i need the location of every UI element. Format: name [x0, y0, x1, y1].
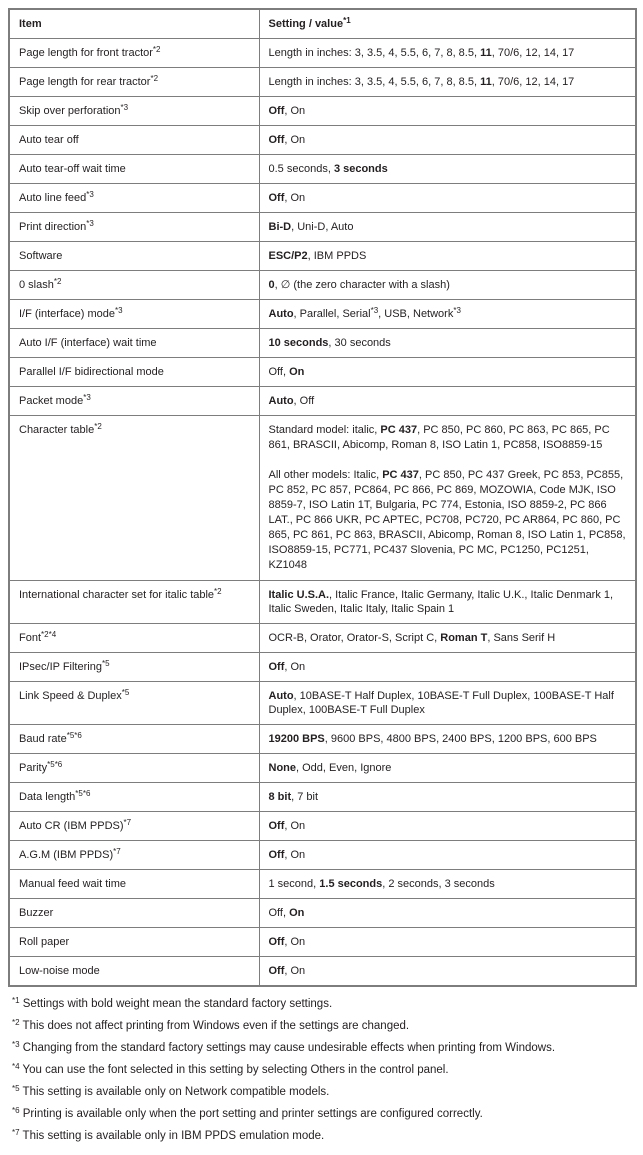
- factory-default-value: None: [268, 762, 296, 774]
- value-cell: None, Odd, Even, Ignore: [259, 754, 636, 783]
- table-row: [9, 754, 636, 783]
- table-row: [9, 783, 636, 812]
- superscript-note-ref: *2: [53, 277, 62, 286]
- value-cell: Auto, Off: [259, 387, 636, 416]
- item-cell: Baud rate$^{*5*6}$: [9, 725, 259, 754]
- table-row: [9, 870, 636, 899]
- item-cell: Auto tear off: [9, 126, 259, 155]
- superscript-note-ref: *6: [12, 1106, 20, 1115]
- superscript-note-ref: *6: [54, 760, 63, 769]
- superscript-note-ref: *2: [12, 1018, 20, 1027]
- item-cell: Auto I/F (interface) wait time: [9, 329, 259, 358]
- factory-default-value: Off: [268, 661, 285, 673]
- factory-default-value: 1.5 seconds: [319, 878, 383, 890]
- header-row: [9, 9, 636, 39]
- factory-default-value: Off: [268, 849, 285, 861]
- value-cell: ESC/P2, IBM PPDS: [259, 242, 636, 271]
- item-cell: Character table$^{*2}$: [9, 416, 259, 581]
- table-row: [9, 928, 636, 957]
- superscript-note-ref: *1: [343, 16, 351, 25]
- factory-default-value: PC 437: [380, 424, 418, 436]
- value-cell: Italic U.S.A., Italic France, Italic Germany, Italic U.K., Italic Denmark 1, Italic Sweden, Italic Italy, Italic Spain 1: [259, 581, 636, 624]
- item-cell: Skip over perforation$^{*3}$: [9, 97, 259, 126]
- settings-table: [8, 8, 637, 987]
- table-row: [9, 581, 636, 624]
- superscript-note-ref: *3: [12, 1040, 20, 1049]
- superscript-note-ref: *3: [86, 219, 94, 228]
- item-cell: Page length for front tractor$^{*2}$: [9, 39, 259, 68]
- superscript-note-ref: *6: [82, 789, 91, 798]
- value-cell: Length in inches: 3, 3.5, 4, 5.5, 6, 7, 8, 8.5, 11, 70/6, 12, 14, 17: [259, 39, 636, 68]
- value-cell: Off, On: [259, 899, 636, 928]
- superscript-note-ref: *4: [48, 630, 57, 639]
- value-cell: Off, On: [259, 653, 636, 682]
- column-header-setting-value: Setting / value$^{*1}$: [259, 9, 636, 39]
- factory-default-value: Off: [268, 192, 285, 204]
- table-row: [9, 39, 636, 68]
- table-row: [9, 213, 636, 242]
- value-cell: Off, On: [259, 97, 636, 126]
- item-cell: Auto CR (IBM PPDS)$^{*7}$: [9, 812, 259, 841]
- value-cell: 8 bit, 7 bit: [259, 783, 636, 812]
- settings-table-body: [9, 39, 636, 987]
- value-paragraph: Standard model: italic, PC 437, PC 850, PC 860, PC 863, PC 865, PC 861, BRASCII, Abicomp, Roman 8, ISO Latin 1, PC858, ISO8859-15: [268, 424, 610, 451]
- superscript-note-ref: *3: [86, 190, 94, 199]
- superscript-note-ref: *7: [12, 1128, 20, 1137]
- item-cell: Buzzer: [9, 899, 259, 928]
- value-cell: Off, On: [259, 812, 636, 841]
- table-row: [9, 97, 636, 126]
- footnote: $^{*7}$ This setting is available only in IBM PPDS emulation mode.: [12, 1128, 325, 1142]
- factory-default-value: Off: [268, 820, 285, 832]
- superscript-note-ref: *5: [101, 659, 110, 668]
- footnotes: [8, 997, 635, 1143]
- item-cell: IPsec/IP Filtering$^{*5}$: [9, 653, 259, 682]
- item-cell: 0 slash$^{*2}$: [9, 271, 259, 300]
- superscript-note-ref: *3: [453, 306, 461, 315]
- superscript-note-ref: *5: [75, 789, 83, 798]
- value-cell: Off, On: [259, 928, 636, 957]
- value-cell: Off, On: [259, 841, 636, 870]
- table-row: [9, 899, 636, 928]
- superscript-note-ref: *5: [66, 731, 75, 740]
- footnote: $^{*5}$ This setting is available only on Network compatible models.: [12, 1084, 330, 1098]
- value-cell: 1 second, 1.5 seconds, 2 seconds, 3 seconds: [259, 870, 636, 899]
- value-paragraph: All other models: Italic, PC 437, PC 850, PC 437 Greek, PC 853, PC855, PC 852, PC 857, PC864, PC 866, PC 869, MOZOWIA, Code MJK, ISO 8859-7, ISO Latin 1T, Bulgaria, PC 774, Estonia, ISO 8859-2, PC 866 LAT., PC 866 UKR, PC APTEC, PC708, PC720, PC AR864, PC 860, PC 865, PC 861, PC 863, BRASCII, Abicomp, Roman 8, ISO Latin 1, PC858, ISO8859-15, PC771, PC437 Slovenia, PC MC, PC1250, PC1251, KZ1048: [268, 469, 626, 571]
- table-row: [9, 126, 636, 155]
- table-row: [9, 300, 636, 329]
- item-cell: Parity$^{*5*6}$: [9, 754, 259, 783]
- superscript-note-ref: *6: [74, 731, 82, 740]
- table-row: [9, 653, 636, 682]
- table-row: [9, 725, 636, 754]
- footnote: $^{*1}$ Settings with bold weight mean the standard factory settings.: [12, 996, 333, 1010]
- value-cell: Off, On: [259, 957, 636, 987]
- item-cell: International character set for italic table$^{*2}$: [9, 581, 259, 624]
- item-cell: Packet mode$^{*3}$: [9, 387, 259, 416]
- value-cell: Off, On: [259, 126, 636, 155]
- value-cell: 19200 BPS, 9600 BPS, 4800 BPS, 2400 BPS, 1200 BPS, 600 BPS: [259, 725, 636, 754]
- value-cell: Off, On: [259, 358, 636, 387]
- factory-default-value: 19200 BPS: [268, 733, 325, 745]
- table-row: [9, 329, 636, 358]
- value-cell: Off, On: [259, 184, 636, 213]
- factory-default-value: Off: [268, 134, 285, 146]
- factory-default-value: Auto: [268, 395, 294, 407]
- factory-default-value: On: [289, 366, 305, 378]
- superscript-note-ref: *3: [120, 103, 129, 112]
- item-cell: Link Speed & Duplex$^{*5}$: [9, 682, 259, 725]
- table-row: [9, 242, 636, 271]
- item-cell: Parallel I/F bidirectional mode: [9, 358, 259, 387]
- value-cell: OCR-B, Orator, Orator-S, Script C, Roman T, Sans Serif H: [259, 624, 636, 653]
- item-cell: Low-noise mode: [9, 957, 259, 987]
- footnote: $^{*4}$ You can use the font selected in this setting by selecting Others in the control panel.: [12, 1062, 449, 1076]
- footnote: $^{*6}$ Printing is available only when the port setting and printer settings are configured correctly.: [12, 1106, 483, 1120]
- table-row: [9, 682, 636, 725]
- superscript-note-ref: *3: [83, 393, 91, 402]
- column-header-item: Item: [9, 9, 259, 39]
- factory-default-value: Italic U.S.A.: [268, 589, 330, 601]
- superscript-note-ref: *3: [114, 306, 123, 315]
- value-cell: Length in inches: 3, 3.5, 4, 5.5, 6, 7, 8, 8.5, 11, 70/6, 12, 14, 17: [259, 68, 636, 97]
- item-cell: Manual feed wait time: [9, 870, 259, 899]
- factory-default-value: Off: [268, 105, 285, 117]
- table-row: [9, 812, 636, 841]
- factory-default-value: Auto: [268, 690, 294, 702]
- superscript-note-ref: *5: [47, 760, 55, 769]
- factory-default-value: 8 bit: [268, 791, 292, 803]
- superscript-note-ref: *7: [123, 818, 132, 827]
- superscript-note-ref: *2: [41, 630, 49, 639]
- footnote: $^{*2}$ This does not affect printing from Windows even if the settings are changed.: [12, 1018, 410, 1032]
- factory-default-value: Roman T: [440, 632, 488, 644]
- factory-default-value: Off: [268, 965, 285, 977]
- item-cell: Auto tear-off wait time: [9, 155, 259, 184]
- superscript-note-ref: *5: [121, 688, 130, 697]
- factory-default-value: 10 seconds: [268, 337, 329, 349]
- factory-default-value: 11: [480, 76, 492, 88]
- table-row: [9, 624, 636, 653]
- superscript-note-ref: *2: [152, 45, 161, 54]
- table-row: [9, 155, 636, 184]
- value-cell: [259, 416, 636, 581]
- factory-default-value: ESC/P2: [268, 250, 308, 262]
- footnote: $^{*3}$ Changing from the standard factory settings may cause undesirable effects when printing from Windows.: [12, 1040, 556, 1054]
- table-row: [9, 841, 636, 870]
- item-cell: Font$^{*2*4}$: [9, 624, 259, 653]
- superscript-note-ref: *7: [113, 847, 121, 856]
- factory-default-value: Off: [268, 936, 285, 948]
- item-cell: Roll paper: [9, 928, 259, 957]
- superscript-note-ref: *1: [12, 996, 20, 1005]
- table-row: [9, 184, 636, 213]
- value-cell: Bi-D, Uni-D, Auto: [259, 213, 636, 242]
- item-cell: I/F (interface) mode$^{*3}$: [9, 300, 259, 329]
- item-cell: Software: [9, 242, 259, 271]
- table-row: [9, 68, 636, 97]
- item-cell: Auto line feed$^{*3}$: [9, 184, 259, 213]
- value-cell: Auto, 10BASE-T Half Duplex, 10BASE-T Full Duplex, 100BASE-T Half Duplex, 100BASE-T Full Duplex: [259, 682, 636, 725]
- item-cell: Page length for rear tractor$^{*2}$: [9, 68, 259, 97]
- table-row: [9, 957, 636, 987]
- value-cell: 0.5 seconds, 3 seconds: [259, 155, 636, 184]
- table-row: [9, 387, 636, 416]
- superscript-note-ref: *3: [370, 306, 379, 315]
- factory-default-value: Bi-D: [268, 221, 292, 233]
- table-row: [9, 358, 636, 387]
- table-row: [9, 416, 636, 581]
- superscript-note-ref: *5: [12, 1084, 20, 1093]
- superscript-note-ref: *2: [214, 587, 222, 596]
- superscript-note-ref: *2: [150, 74, 159, 83]
- value-cell: 0, ∅ (the zero character with a slash): [259, 271, 636, 300]
- factory-default-value: On: [289, 907, 305, 919]
- factory-default-value: 3 seconds: [333, 163, 388, 175]
- item-cell: Print direction$^{*3}$: [9, 213, 259, 242]
- factory-default-value: 11: [480, 47, 492, 59]
- item-cell: A.G.M (IBM PPDS)$^{*7}$: [9, 841, 259, 870]
- table-row: [9, 271, 636, 300]
- factory-default-value: 0: [268, 279, 275, 291]
- superscript-note-ref: *2: [94, 422, 102, 431]
- value-cell: Auto, Parallel, Serial$^{*3}$, USB, Network$^{*3}$: [259, 300, 636, 329]
- factory-default-value: PC 437: [382, 469, 419, 481]
- value-cell: 10 seconds, 30 seconds: [259, 329, 636, 358]
- item-cell: Data length$^{*5*6}$: [9, 783, 259, 812]
- factory-default-value: Auto: [268, 308, 294, 320]
- superscript-note-ref: *4: [12, 1062, 20, 1071]
